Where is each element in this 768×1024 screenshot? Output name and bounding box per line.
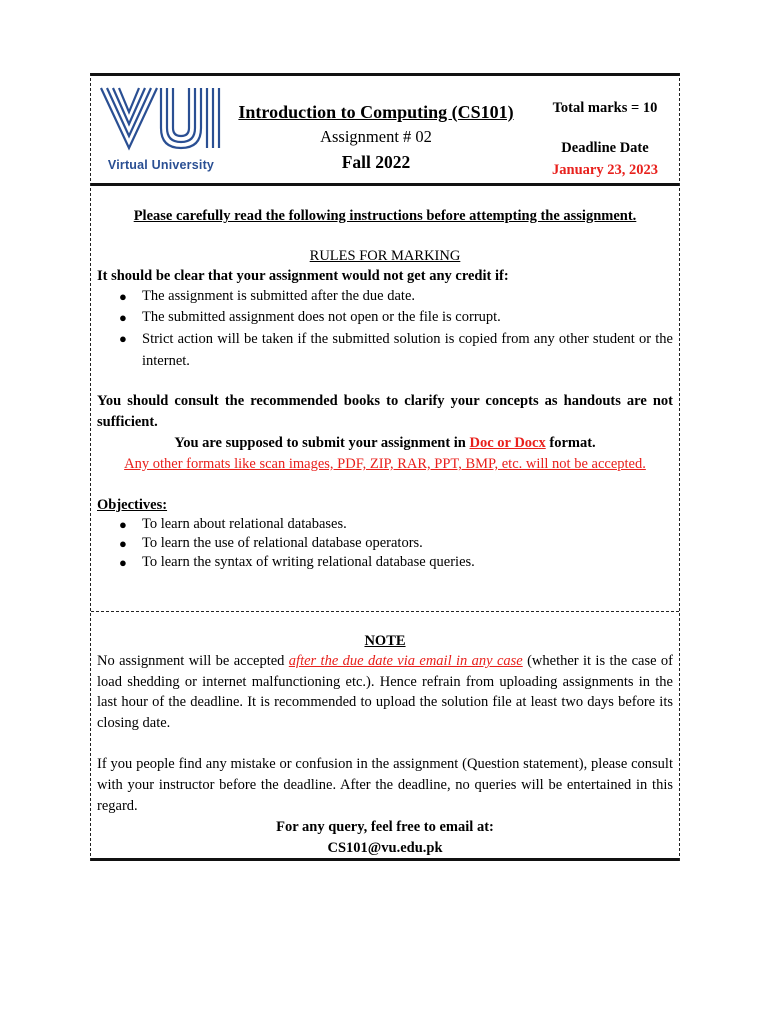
objective-text: To learn the syntax of writing relational database queries. xyxy=(142,554,475,570)
objective-text: To learn the use of relational database operators. xyxy=(142,535,423,551)
consult-books-note: You should consult the recommended books to clarify your concepts as handouts are not sufficient. xyxy=(97,393,673,430)
assignment-frame xyxy=(90,73,680,861)
note-p1-suffix: (whether it is the case of load shedding or internet malfunctioning etc.). Hence refrain from uploading assignments in the last hour of the deadline. It is recommended to upload the solution file at least two days before its closing date. xyxy=(97,653,673,731)
objectives-list xyxy=(97,515,673,572)
bullet-icon: ● xyxy=(119,331,127,346)
note-paragraph-1 xyxy=(97,651,673,733)
note-p1-highlight: after the due date via email in any case xyxy=(288,653,523,669)
format-prefix: You are supposed to submit your assignment in xyxy=(174,435,470,451)
format-warning xyxy=(97,454,673,474)
bullet-icon: ● xyxy=(119,536,127,551)
bullet-icon: ● xyxy=(119,289,127,304)
objective-text: To learn about relational databases. xyxy=(142,516,347,532)
marks-deadline-block xyxy=(531,100,679,179)
format-warning-text: Any other formats like scan images, PDF, ZIP, RAR, PPT, BMP, etc. will not be accepted. xyxy=(124,456,646,472)
format-suffix: format. xyxy=(545,435,596,451)
rules-lead: It should be clear that your assignment would not get any credit if: xyxy=(97,268,509,284)
vu-logo-icon xyxy=(97,82,225,154)
deadline-date: January 23, 2023 xyxy=(552,162,658,178)
note-section xyxy=(91,612,679,861)
list-item xyxy=(97,553,673,572)
deadline-label: Deadline Date xyxy=(561,140,649,156)
instructions-section xyxy=(91,186,679,612)
total-marks: Total marks = 10 xyxy=(552,100,658,116)
list-item xyxy=(97,286,673,307)
rules-heading: RULES FOR MARKING xyxy=(309,248,461,264)
assignment-header xyxy=(91,76,679,186)
assignment-number: Assignment # 02 xyxy=(320,127,432,146)
note-heading: NOTE xyxy=(364,633,406,649)
course-title: Introduction to Computing (CS101) xyxy=(238,102,514,122)
list-item xyxy=(97,534,673,553)
format-highlight: Doc or Docx xyxy=(469,435,546,451)
note-p1-prefix: No assignment will be accepted xyxy=(97,653,289,669)
vu-logo xyxy=(97,82,225,174)
query-line: For any query, feel free to email at: xyxy=(276,819,494,835)
instructions-intro: Please carefully read the following instructions before attempting the assignment. xyxy=(133,208,637,224)
list-item xyxy=(97,515,673,534)
list-item xyxy=(97,328,673,372)
list-item xyxy=(97,307,673,328)
bullet-icon: ● xyxy=(119,555,127,570)
bullet-icon: ● xyxy=(119,310,127,325)
rule-text: The submitted assignment does not open or the file is corrupt. xyxy=(142,309,501,325)
note-paragraph-2: If you people find any mistake or confusion in the assignment (Question statement), please consult with your instructor before the deadline. After the deadline, no queries will be entertained in this regard. xyxy=(97,756,673,814)
contact-email: CS101@vu.edu.pk xyxy=(327,840,443,856)
format-line xyxy=(97,433,673,454)
term: Fall 2022 xyxy=(341,152,411,172)
logo-caption: Virtual University xyxy=(107,158,215,172)
title-block xyxy=(226,102,526,173)
rules-list xyxy=(97,286,673,372)
bullet-icon: ● xyxy=(119,517,127,532)
rule-text: The assignment is submitted after the due date. xyxy=(142,288,416,304)
objectives-heading: Objectives: xyxy=(97,497,168,513)
rule-text: Strict action will be taken if the submitted solution is copied from any other student or the internet. xyxy=(142,331,673,369)
